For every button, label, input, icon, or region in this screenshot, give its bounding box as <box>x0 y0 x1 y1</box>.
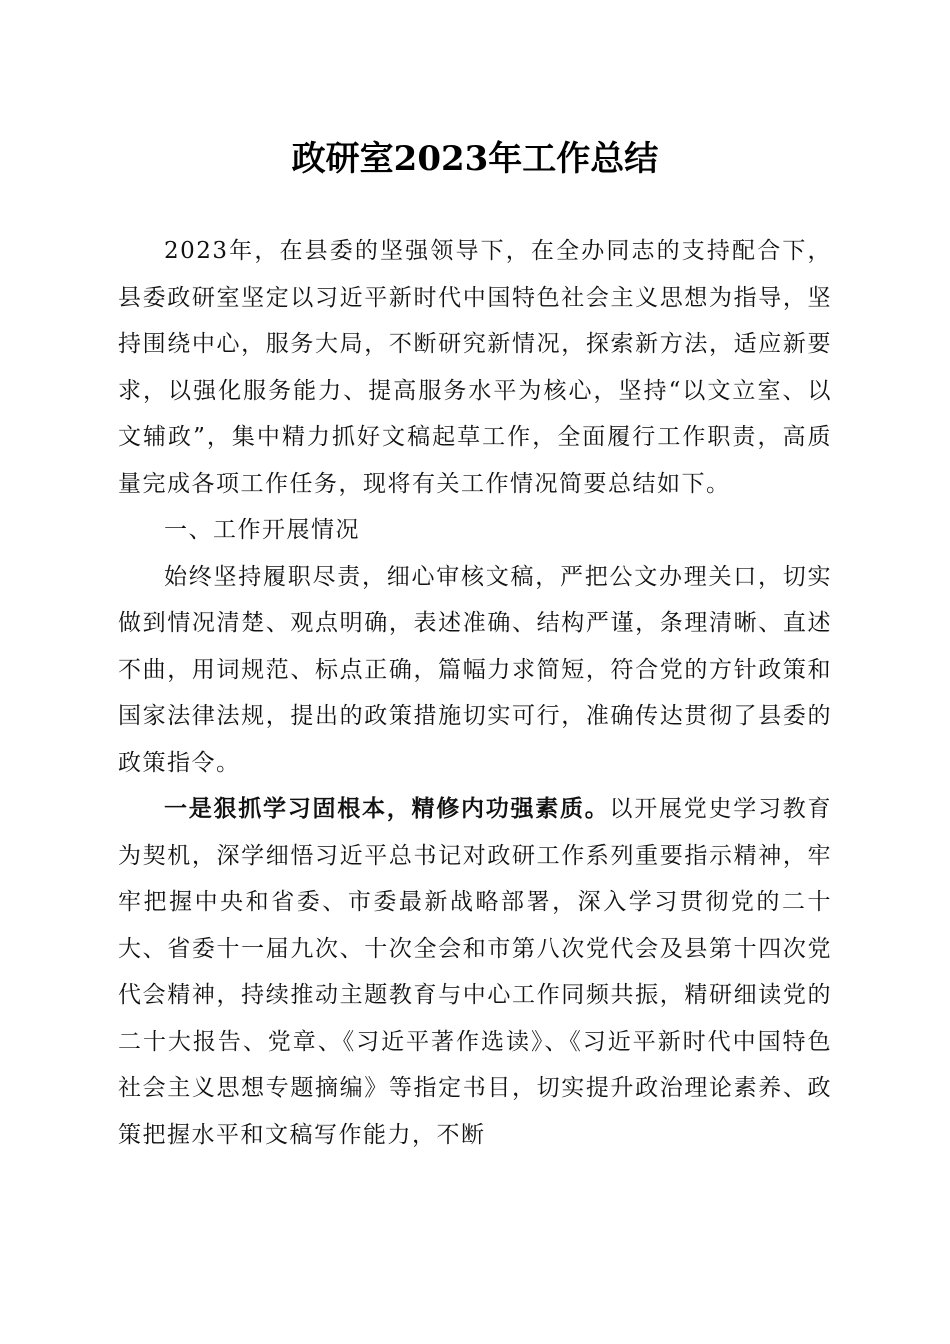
document-title: 政研室2023年工作总结 <box>291 139 659 179</box>
point-text: 以开展党史学习教育为契机，深学细悟习近平总书记对政研工作系列重要指示精神，牢牢把握中央和省委、市委最新战略部署，深入学习贯彻党的二十大、省委十一届九次、十次全会和市第八次党代会及县第十四次党代会精神，持续推动主题教育与中心工作同频共振，精研细读党的二十大报告、党章、《习近平著作选读》、《习近平新时代中国特色社会主义思想专题摘编》等指定书目，切实提升政治理论素养、政策把握水平和文稿写作能力，不断 <box>118 796 832 1148</box>
document-body <box>118 228 832 1158</box>
section-heading: 一、工作开展情况 <box>164 517 360 543</box>
section-paragraph: 始终坚持履职尽责，细心审核文稿，严把公文办理关口，切实做到情况清楚、观点明确，表述准确、结构严谨，条理清晰、直述不曲，用词规范、标点正确，篇幅力求简短，符合党的方针政策和国家法律法规，提出的政策措施切实可行，准确传达贯彻了县委的政策指令。 <box>118 563 832 776</box>
intro-paragraph: 2023年，在县委的坚强领导下，在全办同志的支持配合下，县委政研室坚定以习近平新时代中国特色社会主义思想为指导，坚持围绕中心，服务大局，不断研究新情况，探索新方法，适应新要求，以强化服务能力、提高服务水平为核心，坚持“以文立室、以文辅政”，集中精力抓好文稿起草工作，全面履行工作职责，高质量完成各项工作任务，现将有关工作情况简要总结如下。 <box>118 238 832 497</box>
point-lead: 一是狠抓学习固根本，精修内功强素质。 <box>164 795 610 822</box>
point-paragraph <box>118 786 832 1158</box>
